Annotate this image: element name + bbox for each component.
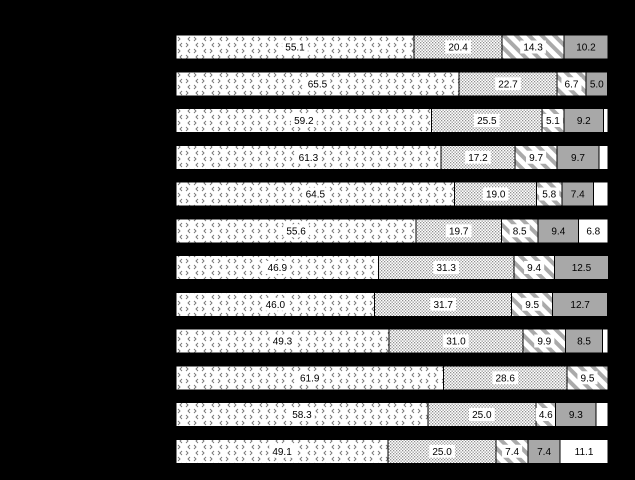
bar-row	[176, 145, 608, 169]
bar-row	[176, 109, 608, 133]
bar-segment-label: 10.2	[576, 42, 596, 54]
bar-segment-label: 46.0	[265, 299, 286, 311]
bar-row	[176, 292, 608, 316]
bar-segment-label: 5.8	[542, 189, 557, 201]
bar-row	[176, 256, 608, 280]
bar-segment-label: 20.4	[448, 42, 468, 54]
bar-row	[176, 35, 608, 59]
bar-segment	[602, 329, 608, 353]
bar-row	[176, 72, 608, 96]
bar-segment	[596, 403, 608, 427]
bar-segment-label: 64.5	[305, 189, 326, 201]
bar-row	[176, 182, 608, 206]
bar-segment-label: 11.1	[574, 446, 594, 458]
bar-segment-label: 25.0	[472, 410, 492, 421]
bar-segment-label: 4.6	[538, 410, 553, 421]
bar-segment-label: 8.5	[512, 226, 527, 238]
bar-segment-label: 7.4	[505, 446, 520, 458]
bar-segment-label: 9.4	[527, 263, 542, 274]
bar-segment-label: 8.5	[577, 336, 591, 348]
bar-segment-label: 9.9	[537, 336, 552, 348]
bar-segment-label: 31.0	[446, 336, 466, 348]
bar-segment-label: 46.9	[267, 263, 288, 274]
bar-segment-label: 9.4	[551, 226, 566, 238]
bar-segment-label: 5.0	[589, 79, 604, 91]
bar-row	[176, 403, 608, 427]
bar-segment-label: 12.7	[570, 299, 590, 311]
bar-segment-label: 58.3	[292, 410, 312, 421]
bar-segment-label: 5.1	[545, 116, 560, 127]
bar-segment	[594, 182, 608, 206]
bar-segment-label: 9.2	[576, 116, 591, 127]
bar-segment-label: 9.5	[580, 373, 595, 385]
bar-segment-label: 6.7	[564, 79, 579, 91]
bar-segment-label: 9.7	[571, 152, 585, 164]
bar-segment-label: 9.3	[568, 410, 583, 421]
bar-segment-label: 19.0	[485, 189, 506, 201]
bar-segment-label: 61.9	[299, 373, 320, 385]
bar-row	[176, 366, 608, 390]
bar-segment-label: 9.7	[529, 152, 544, 164]
bar-segment-label: 19.7	[449, 226, 469, 238]
bar-segment-label: 65.5	[307, 79, 328, 91]
bar-segment-label: 22.7	[498, 79, 518, 91]
bar-segment-label: 25.5	[477, 116, 497, 127]
bar-segment-label: 7.4	[570, 189, 585, 201]
bar-segment-label: 55.1	[285, 42, 305, 54]
bar-segment-label: 49.3	[272, 336, 293, 348]
bar-row	[176, 439, 608, 463]
bar-segment-label: 31.3	[436, 263, 456, 274]
bar-row	[176, 219, 608, 243]
bar-segment	[599, 145, 608, 169]
bar-segment	[604, 109, 608, 133]
bar-segment-label: 61.3	[298, 152, 319, 164]
bar-segment-label: 49.1	[272, 446, 292, 458]
bar-segment-label: 55.6	[286, 226, 306, 238]
bar-segment-label: 9.5	[525, 299, 540, 311]
bar-segment-label: 28.6	[495, 373, 515, 385]
bar-segment-label: 14.3	[523, 42, 543, 54]
bar-segment-label: 59.2	[294, 116, 314, 127]
bar-segment-label: 6.8	[586, 226, 601, 238]
bar-segment-label: 17.2	[468, 152, 488, 164]
bar-segment-label: 25.0	[432, 446, 452, 458]
bar-segment-label: 12.5	[571, 263, 592, 274]
bar-segment-label: 31.7	[433, 299, 453, 311]
bar-segment-label: 7.4	[537, 446, 552, 458]
bar-row	[176, 329, 608, 353]
